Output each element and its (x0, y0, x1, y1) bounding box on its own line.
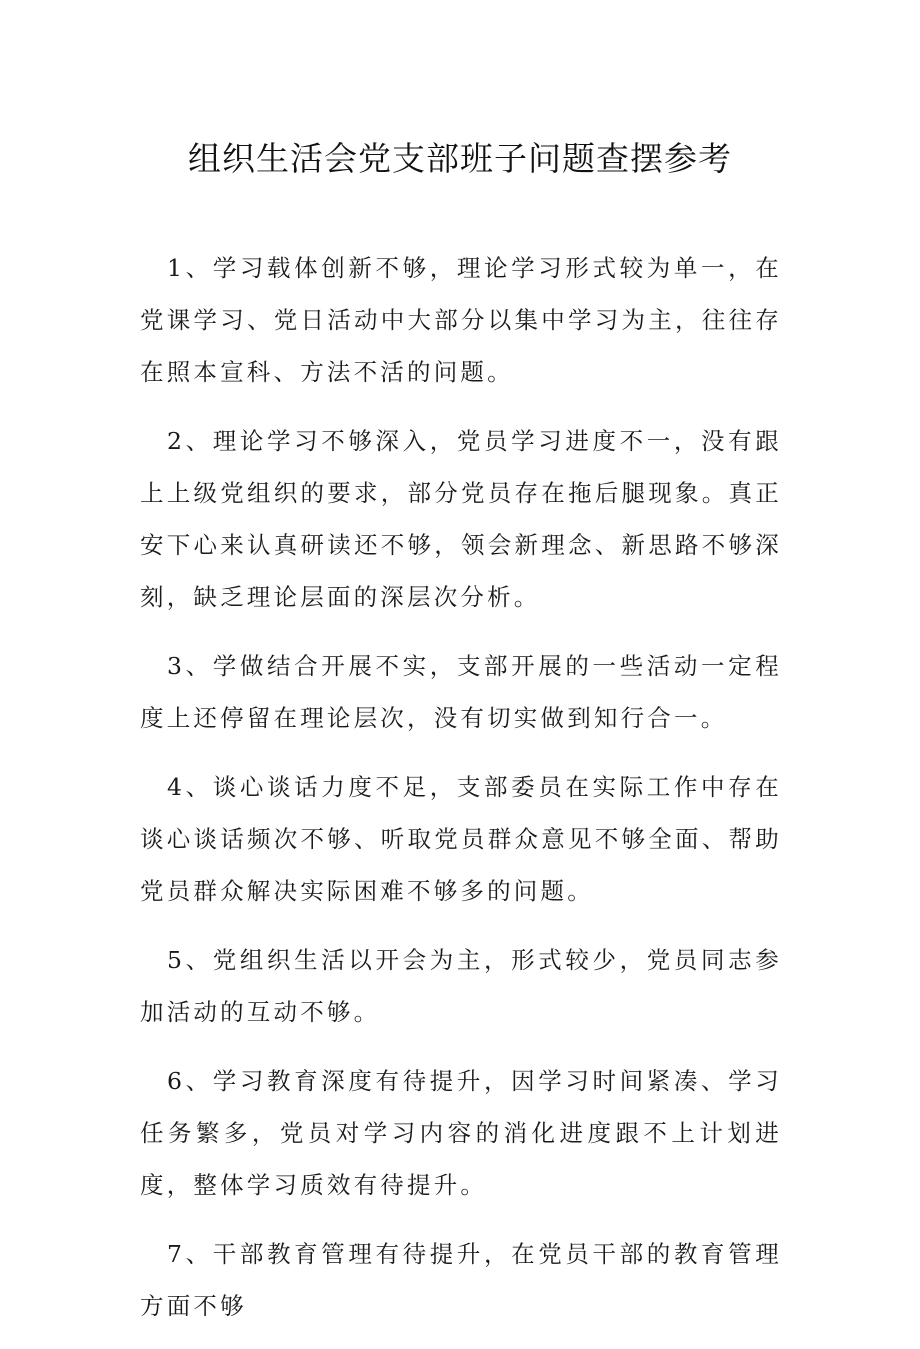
paragraph-5: 5、党组织生活以开会为主，形式较少，党员同志参加活动的互动不够。 (140, 946, 782, 1026)
paragraph-6: 6、学习教育深度有待提升，因学习时间紧凑、学习任务繁多，党员对学习内容的消化进度跟不上计划进度，整体学习质效有待提升。 (140, 1067, 782, 1199)
document-body (140, 242, 782, 1349)
document-title: 组织生活会党支部班子问题查摆参考 (188, 139, 732, 178)
paragraph-4: 4、谈心谈话力度不足，支部委员在实际工作中存在谈心谈话频次不够、听取党员群众意见不够全面、帮助党员群众解决实际困难不够多的问题。 (140, 773, 782, 905)
paragraph-7: 7、干部教育管理有待提升，在党员干部的教育管理方面不够 (140, 1240, 782, 1320)
paragraph-1: 1、学习载体创新不够，理论学习形式较为单一，在党课学习、党日活动中大部分以集中学习为主，往往存在照本宣科、方法不活的问题。 (140, 254, 782, 386)
paragraph-2: 2、理论学习不够深入，党员学习进度不一，没有跟上上级党组织的要求，部分党员存在拖后腿现象。真正安下心来认真研读还不够，领会新理念、新思路不够深刻，缺乏理论层面的深层次分析。 (140, 427, 782, 611)
paragraph-3: 3、学做结合开展不实，支部开展的一些活动一定程度上还停留在理论层次，没有切实做到知行合一。 (140, 652, 782, 732)
